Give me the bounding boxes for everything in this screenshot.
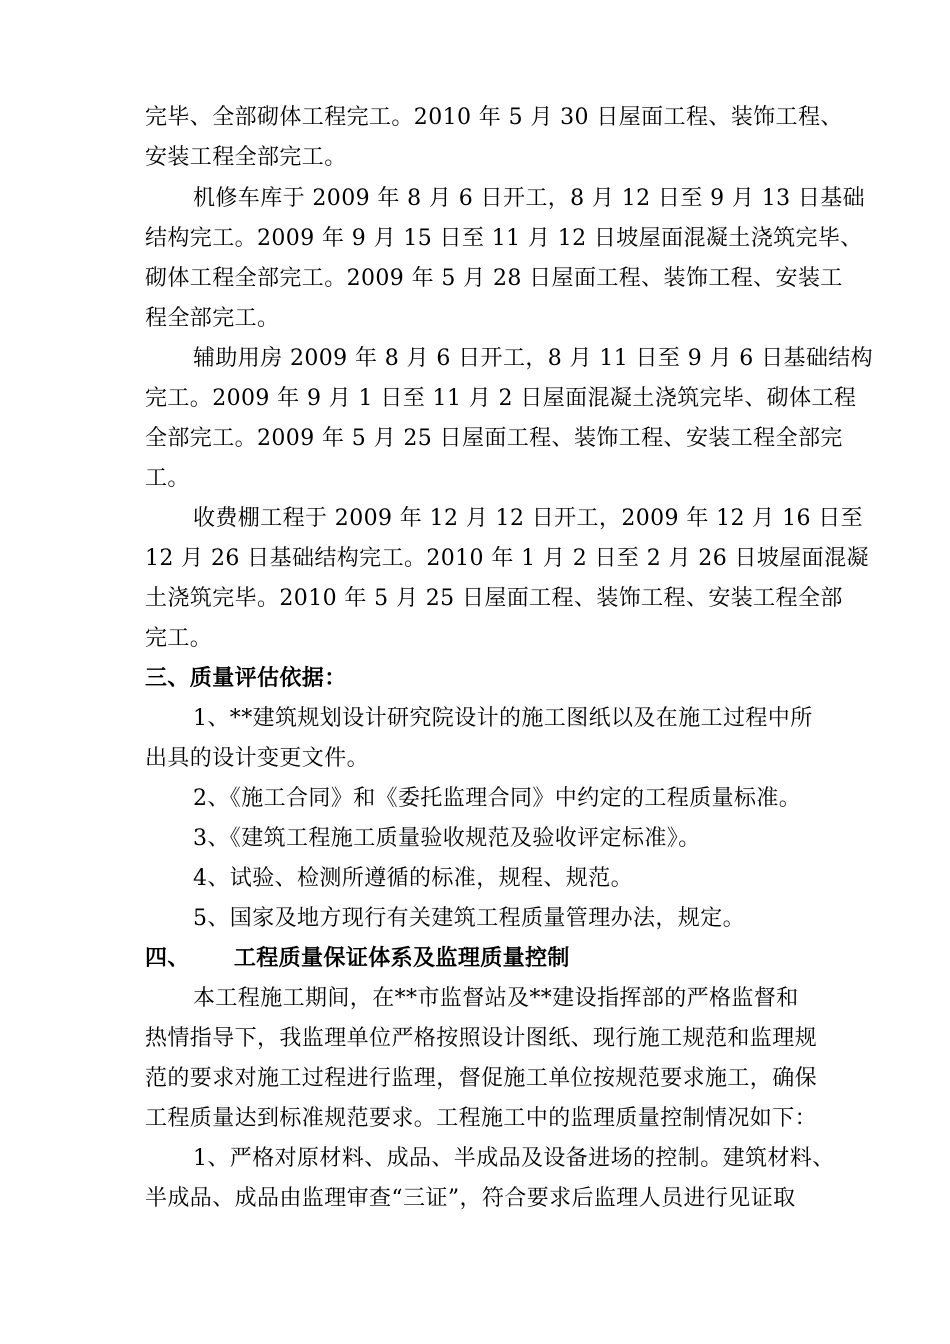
paragraph-line: 安装工程全部完工。 [145, 145, 347, 170]
list-item-line: 4、试验、检测所遵循的标准，规程、规范。 [193, 866, 633, 891]
paragraph-line: 热情指导下，我监理单位严格按照设计图纸、现行施工规范和监理规 [145, 1026, 818, 1051]
section-heading-4 [145, 943, 570, 975]
section-number: 四、 [145, 946, 190, 971]
section-title: 工程质量保证体系及监理质量控制 [233, 946, 570, 971]
list-item-line: 1、严格对原材料、成品、半成品及设备进场的控制。建筑材料、 [193, 1146, 835, 1171]
paragraph-line: 辅助用房 2009 年 8 月 6 日开工，8 月 11 日至 9 月 6 日基础结构 [193, 346, 874, 371]
list-item-line: 半成品、成品由监理审查“三证”，符合要求后监理人员进行见证取 [145, 1186, 796, 1211]
list-item-line: 出具的设计变更文件。 [145, 746, 370, 771]
paragraph-line: 机修车库于 2009 年 8 月 6 日开工，8 月 12 日至 9 月 13 日基础 [193, 186, 866, 211]
list-item-line: 1、**建筑规划设计研究院设计的施工图纸以及在施工过程中所 [193, 706, 813, 731]
paragraph-line: 完毕、全部砌体工程完工。2010 年 5 月 30 日屋面工程、装饰工程、 [145, 105, 843, 130]
paragraph-line: 完工。2009 年 9 月 1 日至 11 月 2 日屋面混凝土浇筑完毕、砌体工程 [145, 386, 857, 411]
paragraph-line: 全部完工。2009 年 5 月 25 日屋面工程、装饰工程、安装工程全部完 [145, 426, 843, 451]
paragraph-line: 本工程施工期间，在**市监督站及**建设指挥部的严格监督和 [193, 986, 799, 1011]
section-heading-3: 三、质量评估依据： [145, 666, 347, 691]
paragraph-line: 程全部完工。 [145, 306, 280, 331]
list-item-line: 2、《施工合同》和《委托监理合同》中约定的工程质量标准。 [193, 786, 802, 811]
paragraph-line: 砌体工程全部完工。2009 年 5 月 28 日屋面工程、装饰工程、安装工 [145, 266, 843, 291]
paragraph-line: 收费棚工程于 2009 年 12 月 12 日开工，2009 年 12 月 16 日至 [193, 506, 864, 531]
paragraph-line: 土浇筑完毕。2010 年 5 月 25 日屋面工程、装饰工程、安装工程全部 [145, 586, 843, 611]
list-item-line: 5、国家及地方现行有关建筑工程质量管理办法，规定。 [193, 906, 745, 931]
paragraph-line: 完工。 [145, 626, 213, 651]
list-item-line: 3、《建筑工程施工质量验收规范及验收评定标准》。 [193, 826, 701, 851]
paragraph-line: 工程质量达到标准规范要求。工程施工中的监理质量控制情况如下： [145, 1106, 818, 1131]
paragraph-line: 结构完工。2009 年 9 月 15 日至 11 月 12 日坡屋面混凝土浇筑完毕、 [145, 226, 863, 251]
paragraph-line: 工。 [145, 466, 190, 491]
paragraph-line: 12 月 26 日基础结构完工。2010 年 1 月 2 日至 2 月 26 日坡屋面混凝 [145, 546, 869, 571]
paragraph-line: 范的要求对施工过程进行监理，督促施工单位按规范要求施工，确保 [145, 1066, 818, 1091]
